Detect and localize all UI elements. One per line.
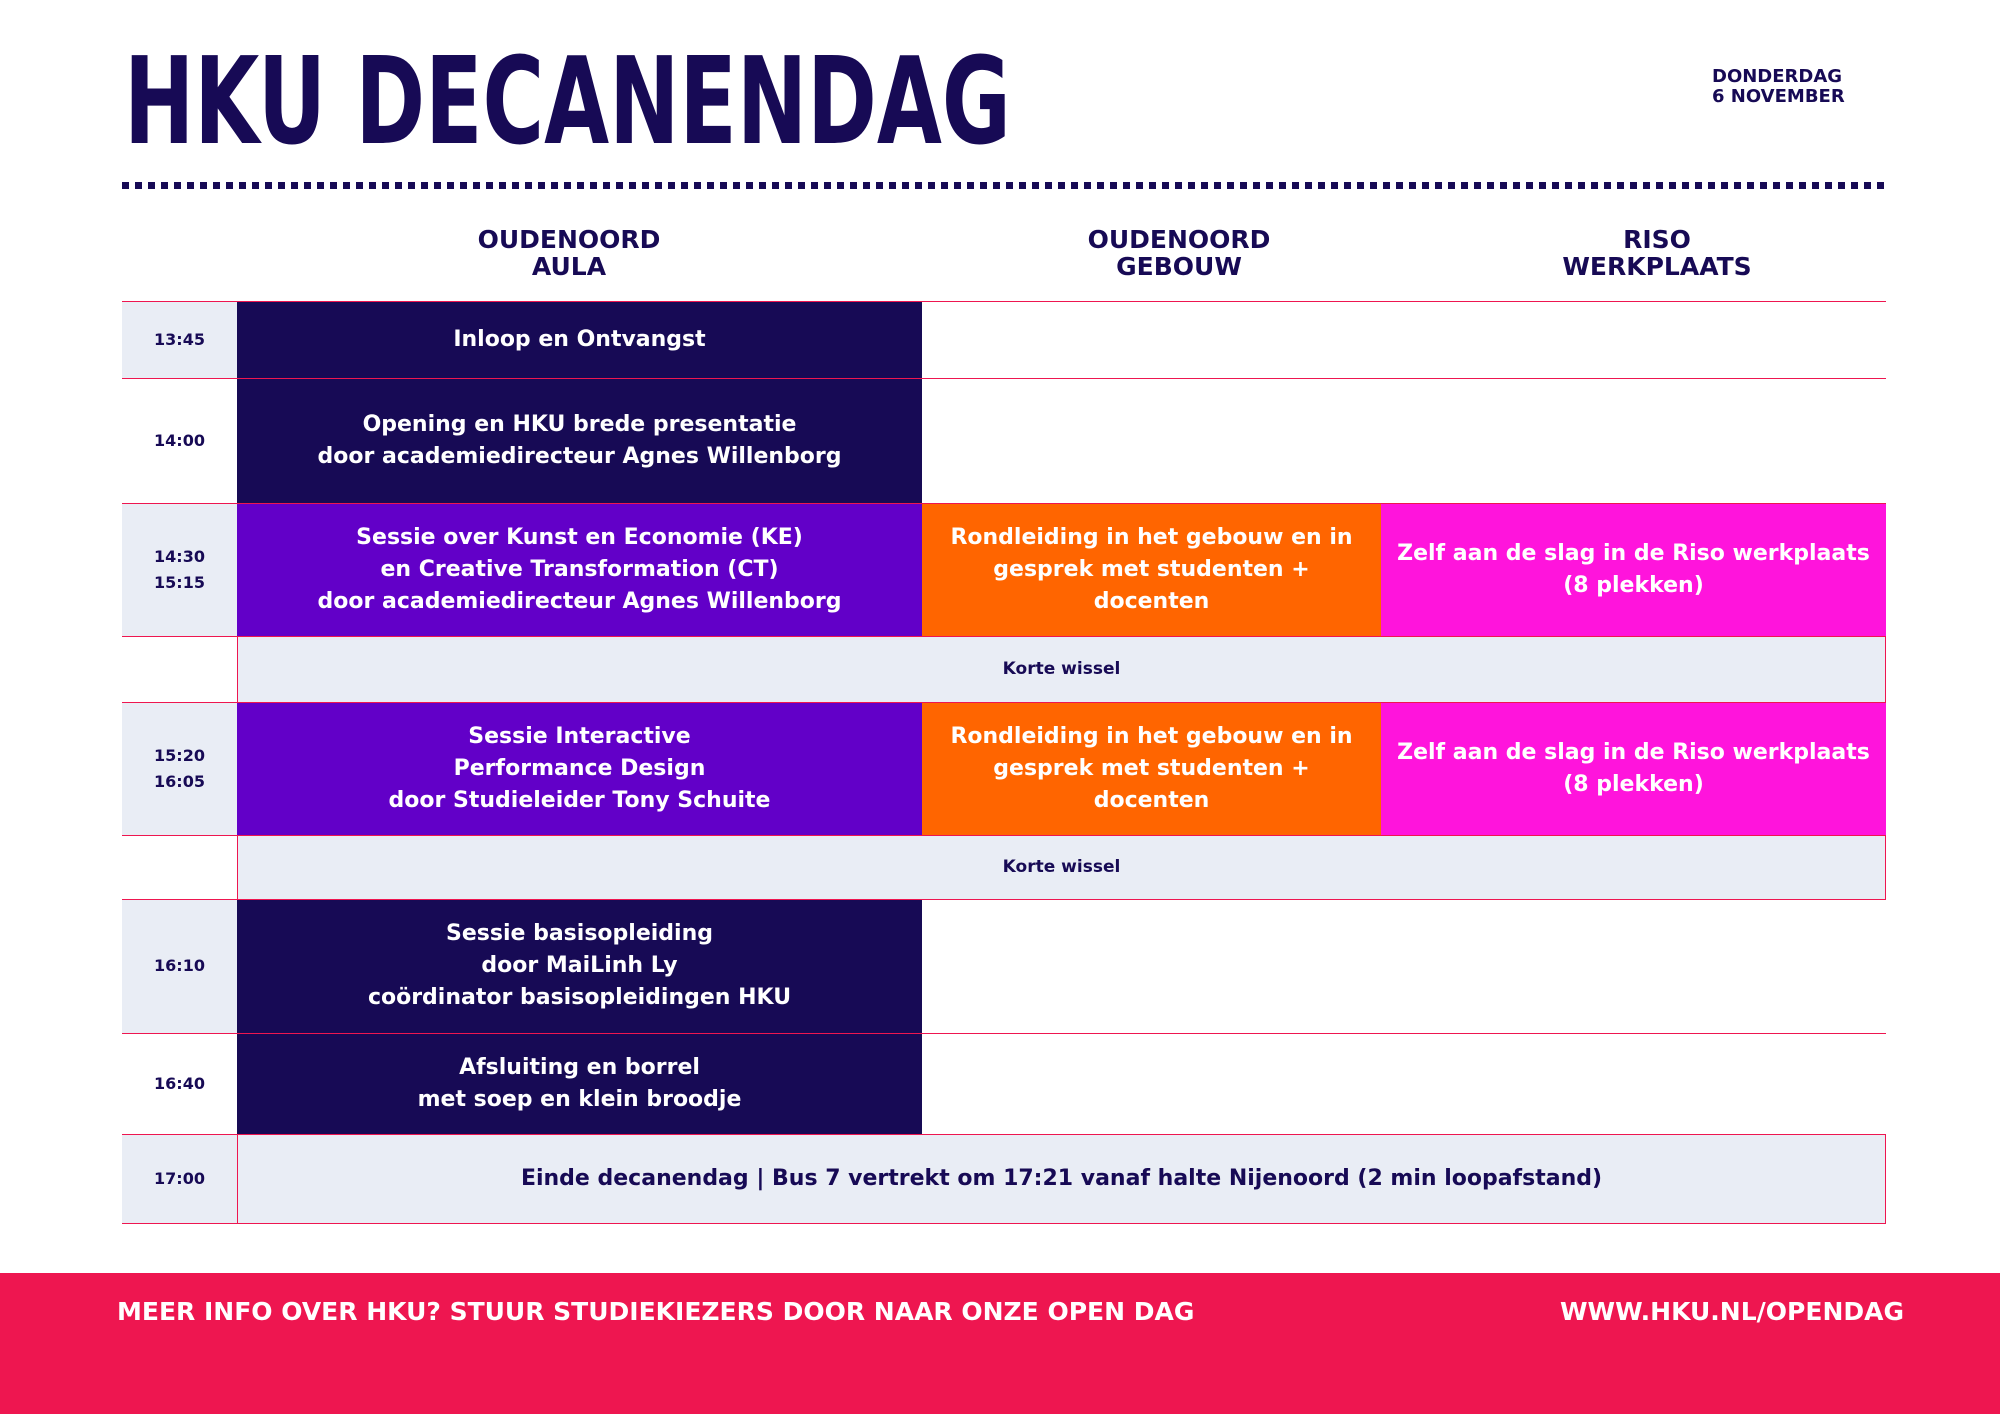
column-header-aula	[409, 226, 729, 280]
session-text: door academiedirecteur Agnes Willenborg	[317, 588, 842, 614]
session-text: Performance Design	[453, 755, 706, 781]
column-header-line: GEBOUW	[1116, 252, 1242, 281]
session-aula	[237, 702, 922, 835]
time-slot	[122, 1033, 237, 1134]
grid-line	[122, 1223, 1886, 1224]
break-label: Korte wissel	[1002, 857, 1121, 877]
break-row	[237, 636, 1886, 702]
session-gebouw	[922, 503, 1381, 636]
footer-band	[0, 1273, 2000, 1414]
column-header-line: OUDENOORD	[477, 225, 661, 254]
session-riso	[1381, 503, 1886, 636]
time-slot	[122, 378, 237, 503]
session-text: en Creative Transformation (CT)	[380, 556, 779, 582]
grid-line	[122, 378, 1886, 379]
time-label: 15:15	[154, 572, 205, 592]
session-text: door Studieleider Tony Schuite	[388, 787, 771, 813]
grid-line	[122, 636, 1886, 637]
time-slot	[122, 899, 237, 1033]
grid-line	[122, 1033, 1886, 1034]
session-text: Rondleiding in het gebouw en in	[950, 524, 1353, 550]
session-aula	[237, 1033, 922, 1134]
session-riso	[1381, 702, 1886, 835]
session-text: gesprek met studenten +	[993, 556, 1310, 582]
session-aula	[237, 378, 922, 503]
column-header-line: RISO	[1623, 225, 1691, 254]
closing-note-text: Einde decanendag | Bus 7 vertrekt om 17:21 vanaf halte Nijenoord (2 min loopafstand)	[520, 1165, 1603, 1191]
session-aula	[237, 503, 922, 636]
grid-line	[122, 702, 1886, 703]
break-row	[237, 835, 1886, 899]
session-aula	[237, 301, 922, 378]
session-text: Opening en HKU brede presentatie	[362, 411, 797, 437]
session-text: door MaiLinh Ly	[481, 953, 678, 978]
time-label: 16:10	[154, 956, 205, 975]
time-label: 15:20	[154, 745, 205, 765]
session-text: gesprek met studenten +	[993, 755, 1310, 781]
footer-url: WWW.HKU.NL/OPENDAG	[1559, 1297, 1904, 1326]
session-text: Sessie over Kunst en Economie (KE)	[356, 524, 803, 550]
session-text: Zelf aan de slag in de Riso werkplaats	[1397, 540, 1870, 566]
session-text: Afsluiting en borrel	[459, 1054, 700, 1080]
session-text: docenten	[1093, 787, 1210, 813]
session-text: Sessie basisopleiding	[446, 921, 713, 946]
grid-line	[122, 301, 1886, 302]
session-text: coördinator basisopleidingen HKU	[367, 985, 792, 1010]
session-aula	[237, 899, 922, 1033]
session-text: Zelf aan de slag in de Riso werkplaats	[1397, 739, 1870, 765]
column-header-gebouw	[1019, 226, 1339, 280]
column-header-line: AULA	[531, 252, 607, 281]
session-text: Rondleiding in het gebouw en in	[950, 723, 1353, 749]
time-slot	[122, 503, 237, 636]
dotted-divider	[122, 182, 1886, 189]
footer-info: MEER INFO OVER HKU? STUUR STUDIEKIEZERS DOOR NAAR ONZE OPEN DAG	[117, 1297, 1195, 1326]
session-text: (8 plekken)	[1563, 572, 1704, 598]
session-text: (8 plekken)	[1563, 771, 1704, 797]
event-date: 6 NOVEMBER	[1712, 86, 1845, 107]
event-date-block	[1712, 67, 1845, 107]
time-label: 16:40	[154, 1073, 205, 1093]
session-text: docenten	[1093, 588, 1210, 614]
column-header-line: WERKPLAATS	[1562, 252, 1752, 281]
time-label: 17:00	[154, 1168, 205, 1188]
break-label: Korte wissel	[1002, 659, 1121, 679]
time-label: 14:00	[154, 430, 205, 450]
grid-line	[122, 835, 1886, 836]
session-text: Sessie Interactive	[468, 723, 691, 749]
grid-line	[122, 503, 1886, 504]
time-label: 14:30	[154, 546, 205, 566]
closing-note	[237, 1134, 1886, 1223]
grid-line	[122, 1134, 1886, 1135]
time-label: 16:05	[154, 771, 205, 791]
session-text: door academiedirecteur Agnes Willenborg	[317, 443, 842, 469]
grid-line	[122, 899, 1886, 900]
time-slot	[122, 1134, 237, 1223]
column-header-line: OUDENOORD	[1087, 225, 1271, 254]
time-slot	[122, 301, 237, 378]
session-text: Inloop en Ontvangst	[453, 326, 706, 352]
column-header-riso	[1497, 226, 1817, 280]
time-label: 13:45	[154, 329, 205, 349]
page-title: HKU DECANENDAG	[124, 33, 1011, 172]
event-day: DONDERDAG	[1712, 66, 1843, 87]
time-slot	[122, 702, 237, 835]
session-text: met soep en klein broodje	[417, 1086, 742, 1112]
session-gebouw	[922, 702, 1381, 835]
